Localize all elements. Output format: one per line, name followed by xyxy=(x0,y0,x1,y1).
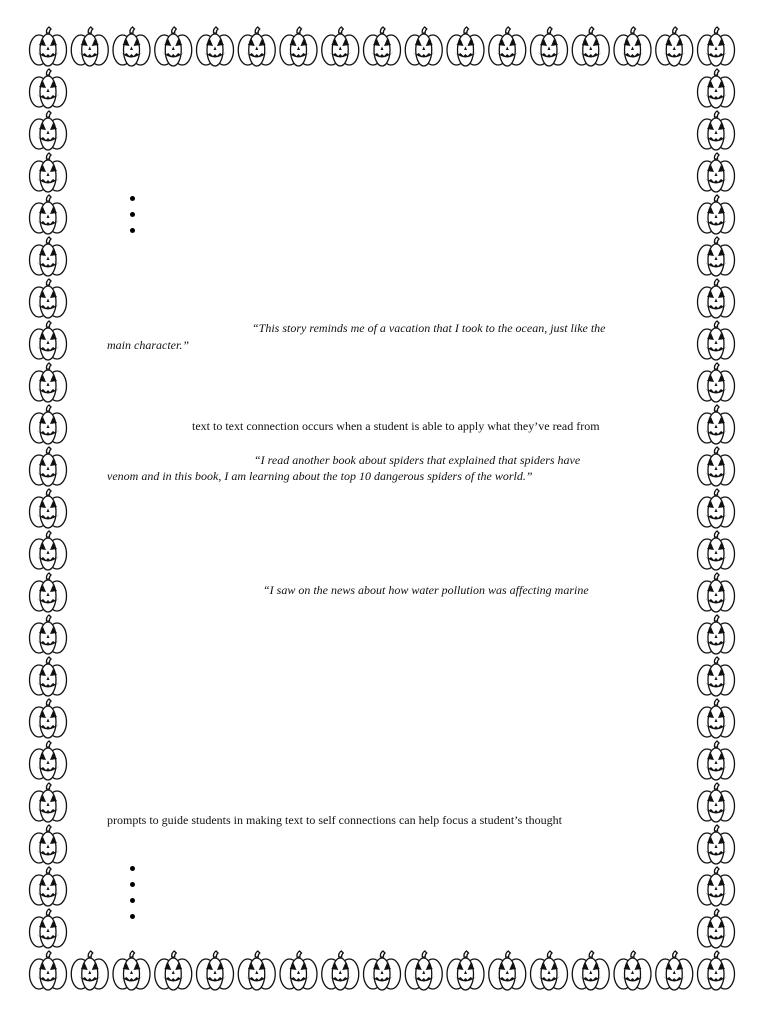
prompts-line: prompts to guide students in making text to self connections can help focus a student’s thought xyxy=(107,813,562,827)
quote-spiders-line1: “I read another book about spiders that explained that spiders have xyxy=(254,453,581,467)
jack-o-lantern-icon xyxy=(30,363,67,402)
jack-o-lantern-icon xyxy=(405,27,442,66)
jack-o-lantern-icon xyxy=(489,951,526,990)
jack-o-lantern-icon xyxy=(30,657,67,696)
jack-o-lantern-icon xyxy=(364,27,401,66)
jack-o-lantern-icon xyxy=(30,699,67,738)
jack-o-lantern-icon xyxy=(155,27,192,66)
jack-o-lantern-icon xyxy=(30,951,67,990)
bullet-top-2 xyxy=(130,212,135,217)
jack-o-lantern-icon xyxy=(698,153,735,192)
jack-o-lantern-icon xyxy=(447,951,484,990)
quote-news-line: “I saw on the news about how water pollution was affecting marine xyxy=(263,583,589,597)
jack-o-lantern-icon xyxy=(698,27,735,66)
jack-o-lantern-icon xyxy=(30,237,67,276)
text-to-text-line: text to text connection occurs when a student is able to apply what they’ve read from xyxy=(192,419,600,433)
jack-o-lantern-icon xyxy=(322,27,359,66)
jack-o-lantern-icon xyxy=(698,867,735,906)
jack-o-lantern-icon xyxy=(698,279,735,318)
jack-o-lantern-icon xyxy=(280,951,317,990)
jack-o-lantern-icon xyxy=(30,573,67,612)
jack-o-lantern-icon xyxy=(698,405,735,444)
jack-o-lantern-icon xyxy=(113,951,150,990)
bullet-bottom-4 xyxy=(130,914,135,919)
jack-o-lantern-icon xyxy=(698,909,735,948)
jack-o-lantern-icon xyxy=(698,951,735,990)
jack-o-lantern-icon xyxy=(280,27,317,66)
jack-o-lantern-icon xyxy=(71,27,108,66)
jack-o-lantern-icon xyxy=(489,27,526,66)
jack-o-lantern-icon xyxy=(572,951,609,990)
jack-o-lantern-icon xyxy=(238,951,275,990)
jack-o-lantern-icon xyxy=(698,531,735,570)
quote-vacation-line1: “This story reminds me of a vacation that I took to the ocean, just like the xyxy=(252,321,606,335)
quote-spiders-line2: venom and in this book, I am learning about the top 10 dangerous spiders of the world.” xyxy=(107,469,533,483)
jack-o-lantern-icon xyxy=(30,195,67,234)
jack-o-lantern-icon xyxy=(572,27,609,66)
bullet-bottom-1 xyxy=(130,866,135,871)
jack-o-lantern-icon xyxy=(405,951,442,990)
jack-o-lantern-icon xyxy=(30,867,67,906)
bullet-top-1 xyxy=(130,196,135,201)
quote-vacation-line2: main character.” xyxy=(107,338,189,352)
jack-o-lantern-icon xyxy=(698,573,735,612)
jack-o-lantern-icon xyxy=(30,909,67,948)
jack-o-lantern-icon xyxy=(30,825,67,864)
jack-o-lantern-icon xyxy=(30,615,67,654)
jack-o-lantern-icon xyxy=(30,741,67,780)
jack-o-lantern-icon xyxy=(698,699,735,738)
jack-o-lantern-icon xyxy=(30,69,67,108)
jack-o-lantern-icon xyxy=(698,363,735,402)
jack-o-lantern-icon xyxy=(71,951,108,990)
jack-o-lantern-icon xyxy=(238,27,275,66)
jack-o-lantern-icon xyxy=(197,951,234,990)
bullet-top-3 xyxy=(130,228,135,233)
jack-o-lantern-icon xyxy=(30,27,67,66)
jack-o-lantern-icon xyxy=(698,741,735,780)
jack-o-lantern-icon xyxy=(30,447,67,486)
jack-o-lantern-icon xyxy=(698,321,735,360)
jack-o-lantern-icon xyxy=(447,27,484,66)
jack-o-lantern-icon xyxy=(531,27,568,66)
jack-o-lantern-icon xyxy=(322,951,359,990)
jack-o-lantern-icon xyxy=(698,489,735,528)
jack-o-lantern-icon xyxy=(30,783,67,822)
jack-o-lantern-icon xyxy=(698,195,735,234)
jack-o-lantern-icon xyxy=(698,69,735,108)
jack-o-lantern-icon xyxy=(698,615,735,654)
jack-o-lantern-icon xyxy=(698,237,735,276)
jack-o-lantern-icon xyxy=(30,279,67,318)
jack-o-lantern-icon xyxy=(197,27,234,66)
jack-o-lantern-icon xyxy=(30,111,67,150)
bullet-bottom-2 xyxy=(130,882,135,887)
jack-o-lantern-icon xyxy=(656,27,693,66)
bullet-bottom-3 xyxy=(130,898,135,903)
jack-o-lantern-icon xyxy=(531,951,568,990)
jack-o-lantern-icon xyxy=(698,825,735,864)
jack-o-lantern-icon xyxy=(155,951,192,990)
jack-o-lantern-icon xyxy=(30,489,67,528)
jack-o-lantern-icon xyxy=(698,783,735,822)
jack-o-lantern-icon xyxy=(698,447,735,486)
jack-o-lantern-icon xyxy=(614,951,651,990)
jack-o-lantern-icon xyxy=(698,111,735,150)
jack-o-lantern-icon xyxy=(698,657,735,696)
jack-o-lantern-icon xyxy=(614,27,651,66)
jack-o-lantern-icon xyxy=(30,153,67,192)
jack-o-lantern-icon xyxy=(656,951,693,990)
jack-o-lantern-icon xyxy=(30,531,67,570)
jack-o-lantern-icon xyxy=(30,405,67,444)
jack-o-lantern-icon xyxy=(113,27,150,66)
jack-o-lantern-icon xyxy=(30,321,67,360)
jack-o-lantern-icon xyxy=(364,951,401,990)
